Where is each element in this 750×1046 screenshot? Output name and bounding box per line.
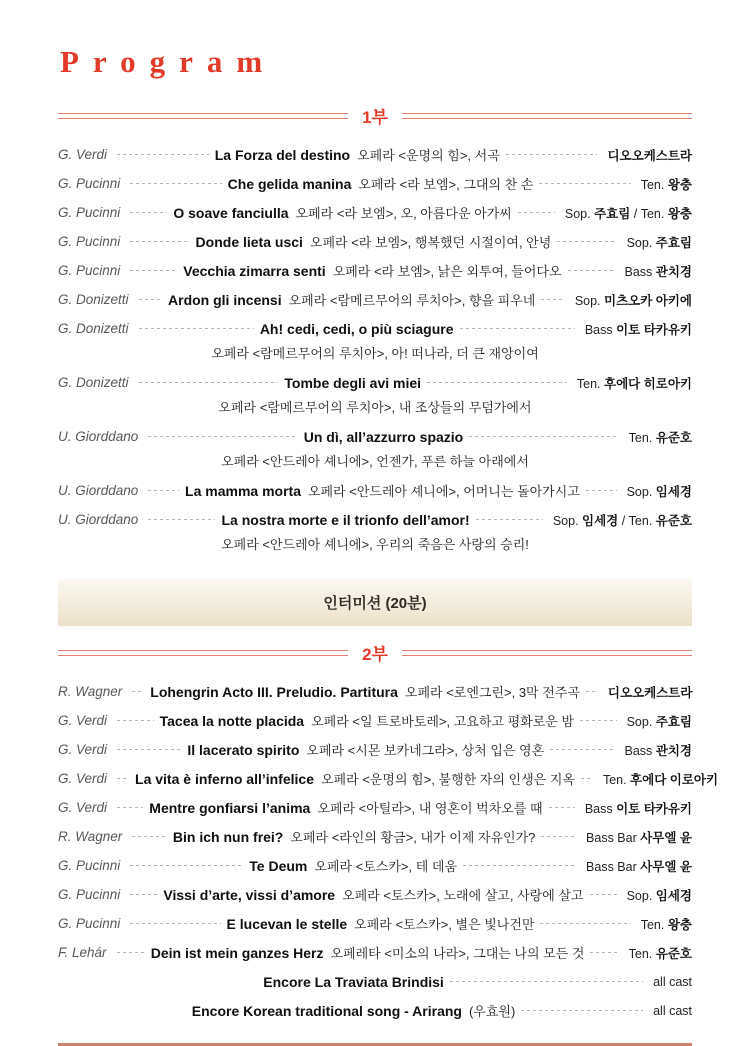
piece-description: 오페라 <안드레아 셰니에>, 어머니는 돌아가시고 <box>307 484 580 499</box>
piece-description: 오페라 <시몬 보카네그라>, 상처 입은 영혼 <box>306 743 545 758</box>
performer-segment: Sop. <box>626 235 656 250</box>
performer-segment: 미츠오카 아키에 <box>604 293 692 308</box>
performer <box>625 944 692 962</box>
performer <box>581 799 692 817</box>
dotted-leader <box>539 183 630 184</box>
composer-name: U. Giorddano <box>58 483 139 498</box>
piece-description: 오페라 <운명의 힘>, 서곡 <box>357 148 500 163</box>
piece-title: E lucevan le stelle <box>226 916 348 932</box>
dotted-leader <box>581 778 593 779</box>
dotted-leader <box>117 778 129 779</box>
performer-segment: Sop. <box>564 206 595 221</box>
performer-segment: Bass <box>624 264 656 279</box>
performer <box>625 428 692 446</box>
composer-name: G. Pucinni <box>58 234 121 249</box>
piece <box>260 321 454 337</box>
piece-subtitle: 오페라 <안드레아 셰니에>, 언젠가, 푸른 하늘 아래에서 <box>221 454 529 469</box>
dotted-leader <box>568 270 615 271</box>
performer-segment: Sop. <box>626 714 656 729</box>
dotted-leader <box>590 952 618 953</box>
composer-name: G. Verdi <box>58 713 108 728</box>
performer-segment: Bass <box>584 801 617 816</box>
dotted-leader <box>476 519 543 520</box>
dotted-leader <box>132 691 144 692</box>
performer <box>637 915 692 933</box>
part2-label: 2부 <box>362 645 388 664</box>
performer <box>637 175 692 193</box>
dotted-leader <box>130 241 189 242</box>
performer-segment: Ten. <box>628 430 656 445</box>
performer <box>571 291 692 309</box>
performer <box>603 146 692 164</box>
performer-segment: Sop. <box>574 293 604 308</box>
performer-segment: Bass Bar <box>586 830 641 845</box>
performer-segment: 사무엘 윤 <box>640 859 692 874</box>
performer <box>621 741 693 759</box>
dotted-leader <box>586 490 617 491</box>
piece-title: Te Deum <box>249 858 308 874</box>
program-row <box>58 938 692 967</box>
dotted-leader <box>557 241 616 242</box>
program-row <box>58 476 692 505</box>
dotted-leader <box>541 836 576 837</box>
composer-name: F. Lehár <box>58 945 107 960</box>
program-row <box>58 764 719 793</box>
dotted-leader <box>460 328 575 329</box>
dotted-leader <box>117 154 209 155</box>
performer-segment: Bass Bar <box>586 859 641 874</box>
performer-segment: / Ten. <box>630 206 668 221</box>
performer <box>623 886 692 904</box>
performer-segment: Ten. <box>628 946 656 961</box>
performer-segment: Bass <box>624 743 656 758</box>
piece-title: Ah! cedi, cedi, o più sciagure <box>259 320 454 337</box>
composer-name: G. Donizetti <box>58 321 129 336</box>
composer-name: G. Pucinni <box>58 916 121 931</box>
dotted-leader <box>518 212 555 213</box>
program-row <box>58 227 692 256</box>
program-row <box>58 880 692 909</box>
performer-segment: 디오오케스트라 <box>607 148 693 163</box>
piece <box>185 481 580 500</box>
dotted-leader <box>130 923 220 924</box>
piece <box>284 375 421 391</box>
piece <box>149 798 542 817</box>
part1-rows <box>58 140 692 559</box>
composer-name: U. Giorddano <box>58 512 139 527</box>
part2-header <box>58 640 692 665</box>
piece-title: Encore Korean traditional song - Arirang <box>191 1003 462 1019</box>
composer-name: G. Pucinni <box>58 205 121 220</box>
piece <box>168 290 535 309</box>
performer <box>582 828 692 846</box>
piece-description: 오페레타 <미소의 나라>, 그대는 나의 모든 것 <box>330 946 585 961</box>
part1-header <box>58 103 692 128</box>
performer <box>573 374 692 392</box>
piece-title: La vita è inferno all’infelice <box>135 771 314 787</box>
performer-segment: Sop. <box>626 888 656 903</box>
performer-segment: 후에다 히로아키 <box>604 376 692 391</box>
program-row <box>58 140 692 169</box>
piece-description: 오페라 <아틸라>, 내 영혼이 벅차오를 때 <box>317 801 543 816</box>
performer <box>623 482 692 500</box>
piece <box>135 769 575 788</box>
piece-title: Un dì, all’azzurro spazio <box>303 428 464 445</box>
dotted-leader <box>139 299 162 300</box>
dotted-leader <box>130 865 243 866</box>
program-row <box>58 368 692 397</box>
performer-segment: Ten. <box>602 772 631 787</box>
program-row <box>58 996 692 1025</box>
dotted-leader <box>506 154 598 155</box>
performer-segment: 관치경 <box>655 743 692 758</box>
performer-segment: 임세경 <box>582 513 619 528</box>
composer-name: R. Wagner <box>58 684 123 699</box>
performer-segment: Sop. <box>552 513 583 528</box>
composer-name: G. Pucinni <box>58 887 121 902</box>
part1-label: 1부 <box>362 108 388 127</box>
dotted-leader <box>139 328 254 329</box>
performer-segment: 왕충 <box>667 917 692 932</box>
dotted-leader <box>130 270 177 271</box>
composer-name: G. Verdi <box>58 800 108 815</box>
composer-name: G. Pucinni <box>58 176 121 191</box>
program-row <box>58 256 692 285</box>
piece-description: 오페라 <람메르무어의 루치아>, 향을 피우네 <box>288 293 536 308</box>
performer <box>621 262 693 280</box>
performer <box>561 204 692 222</box>
performer-segment: all cast <box>653 1003 692 1018</box>
double-rule-left <box>58 650 348 656</box>
dotted-leader <box>148 490 179 491</box>
double-rule-left <box>58 113 348 119</box>
dotted-leader <box>549 807 575 808</box>
program-row <box>58 909 692 938</box>
program-row <box>58 822 692 851</box>
performer-segment: 주효림 <box>594 206 631 221</box>
piece-description: 오페라 <운명의 힘>, 불행한 자의 인생은 지옥 <box>320 772 575 787</box>
performer <box>549 511 692 529</box>
performer-segment: 사무엘 윤 <box>640 830 692 845</box>
performer <box>649 975 692 989</box>
intermission-banner <box>58 579 692 626</box>
dotted-leader <box>117 749 181 750</box>
piece <box>151 943 585 962</box>
piece <box>228 174 534 193</box>
performer-segment: 관치경 <box>655 264 693 279</box>
piece-title: Mentre gonfiarsi l’anima <box>149 800 311 816</box>
piece <box>192 1001 516 1020</box>
piece-subtitle: 오페라 <람메르무어의 루치아>, 내 조상들의 무덤가에서 <box>218 400 532 415</box>
dotted-leader <box>117 720 154 721</box>
piece-description: 오페라 <일 트로바토레>, 고요하고 평화로운 밤 <box>311 714 574 729</box>
piece-description: 오페라 <라 보엠>, 오, 아름다운 아가씨 <box>295 206 512 221</box>
double-rule-right <box>402 650 692 656</box>
piece-title: La mamma morta <box>185 483 301 499</box>
piece-title: Dein ist mein ganzes Herz <box>150 945 324 961</box>
piece-title: La Forza del destino <box>214 147 351 163</box>
performer-segment: 왕충 <box>667 177 692 192</box>
dotted-leader <box>427 382 567 383</box>
performer-segment: 유준호 <box>655 513 693 528</box>
piece <box>215 145 500 164</box>
piece <box>221 512 469 528</box>
composer-name: U. Giorddano <box>58 429 139 444</box>
dotted-leader <box>550 749 614 750</box>
performer <box>581 320 692 338</box>
performer-segment: 임세경 <box>655 484 693 499</box>
composer-name: R. Wagner <box>58 829 123 844</box>
piece-title: La nostra morte e il trionfo dell’amor! <box>221 511 470 528</box>
piece-description: 오페라 <라 보엠>, 그대의 찬 손 <box>358 177 534 192</box>
piece <box>227 914 535 933</box>
piece <box>163 885 583 904</box>
performer-segment: Ten. <box>640 177 668 192</box>
performer <box>623 712 692 730</box>
composer-name: G. Pucinni <box>58 263 121 278</box>
dotted-leader <box>580 720 617 721</box>
composer-name: G. Donizetti <box>58 375 129 390</box>
dotted-leader <box>590 894 617 895</box>
piece <box>304 429 463 445</box>
performer <box>649 1004 692 1018</box>
dotted-leader <box>139 382 279 383</box>
piece <box>160 711 574 730</box>
piece-subtitle: 오페라 <안드레아 셰니에>, 우리의 죽음은 사랑의 승리! <box>221 537 529 552</box>
program-row <box>58 735 692 764</box>
double-rule-right <box>402 113 692 119</box>
piece-title: Encore La Traviata Brindisi <box>263 973 444 990</box>
piece-title: Donde lieta usci <box>195 234 303 250</box>
performer-segment: 주효림 <box>655 714 693 729</box>
piece <box>263 974 444 990</box>
performer-segment: Sop. <box>626 484 656 499</box>
dotted-leader <box>148 436 297 437</box>
piece <box>187 740 544 759</box>
piece-description: 오페라 <라 보엠>, 행복했던 시절이여, 안녕 <box>309 235 552 250</box>
dotted-leader <box>541 299 564 300</box>
performer-segment: 왕충 <box>667 206 692 221</box>
program-row <box>58 505 692 534</box>
piece-description: 오페라 <로엔그린>, 3막 전주곡 <box>404 685 580 700</box>
performer-segment: 디오오케스트라 <box>607 685 693 700</box>
page-title: Program <box>60 44 277 79</box>
program-row <box>58 169 692 198</box>
performer-segment: / Ten. <box>618 513 656 528</box>
intermission-label: 인터미션 (20분) <box>323 595 427 612</box>
piece-description: 오페라 <토스카>, 노래에 살고, 사랑에 살고 <box>342 888 584 903</box>
performer-segment: 유준호 <box>655 946 692 961</box>
program-row <box>58 198 692 227</box>
dotted-leader <box>130 212 167 213</box>
performer <box>604 683 693 701</box>
performer-segment: 주효림 <box>655 235 692 250</box>
piece <box>183 261 561 280</box>
dotted-leader <box>148 519 215 520</box>
piece-title: Bin ich nun frei? <box>172 829 284 845</box>
piece-description: 오페라 <라인의 황금>, 내가 이제 자유인가? <box>290 830 536 845</box>
piece-description: 오페라 <토스카>, 별은 빛나건만 <box>354 917 535 932</box>
piece-description: (우효원) <box>468 1004 516 1019</box>
dotted-leader <box>469 436 618 437</box>
dotted-leader <box>586 691 598 692</box>
program-row <box>58 314 692 343</box>
performer <box>599 770 718 788</box>
composer-name: G. Pucinni <box>58 858 121 873</box>
piece-title: Che gelida manina <box>227 176 352 192</box>
program-row <box>58 967 692 996</box>
performer <box>582 857 692 875</box>
piece-title: Lohengrin Acto III. Preludio. Partitura <box>150 684 398 700</box>
program-row <box>58 851 692 880</box>
program-row <box>58 706 692 735</box>
piece-title: Vecchia zimarra senti <box>183 263 326 279</box>
composer-name: G. Verdi <box>58 742 108 757</box>
piece-title: Tacea la notte placida <box>159 713 305 729</box>
dotted-leader <box>540 923 630 924</box>
piece-title: Ardon gli incensi <box>168 292 282 308</box>
piece-title: Tombe degli avi miei <box>284 374 422 391</box>
piece <box>173 203 511 222</box>
part2-rows <box>58 677 719 1025</box>
dotted-leader <box>521 1010 643 1011</box>
dotted-leader <box>132 836 167 837</box>
piece-title: O soave fanciulla <box>173 205 289 221</box>
dotted-leader <box>117 807 143 808</box>
performer-segment: 임세경 <box>655 888 693 903</box>
dotted-leader <box>130 894 157 895</box>
dotted-leader <box>463 865 576 866</box>
performer-segment: Ten. <box>576 376 604 391</box>
performer-segment: 유준호 <box>655 430 693 445</box>
program-row <box>58 285 692 314</box>
program-row <box>58 793 692 822</box>
dotted-leader <box>117 952 145 953</box>
performer-segment: 후에다 이로아키 <box>630 772 719 787</box>
performer-segment: Ten. <box>640 917 668 932</box>
dotted-leader <box>130 183 221 184</box>
composer-name: G. Donizetti <box>58 292 129 307</box>
program-row <box>58 677 692 706</box>
composer-name: G. Verdi <box>58 771 108 786</box>
piece <box>249 856 457 875</box>
piece <box>196 232 552 251</box>
performer-segment: 이토 타카유키 <box>616 322 693 337</box>
piece-title: Vissi d’arte, vissi d’amore <box>163 887 336 903</box>
composer-name: G. Verdi <box>58 147 108 162</box>
piece <box>150 682 580 701</box>
performer-segment: all cast <box>653 974 693 989</box>
piece-subtitle: 오페라 <람메르무어의 루치아>, 아! 떠나라, 더 큰 재앙이여 <box>211 346 539 361</box>
piece-title: Il lacerato spirito <box>187 742 300 758</box>
piece <box>173 827 535 846</box>
performer <box>623 233 692 251</box>
dotted-leader <box>450 981 643 982</box>
piece-description: 오페라 <토스카>, 테 데움 <box>314 859 458 874</box>
performer-segment: Bass <box>584 322 617 337</box>
piece-description: 오페라 <라 보엠>, 낡은 외투여, 들어다오 <box>332 264 562 279</box>
performer-segment: 이토 타카유키 <box>616 801 693 816</box>
program-row <box>58 422 692 451</box>
